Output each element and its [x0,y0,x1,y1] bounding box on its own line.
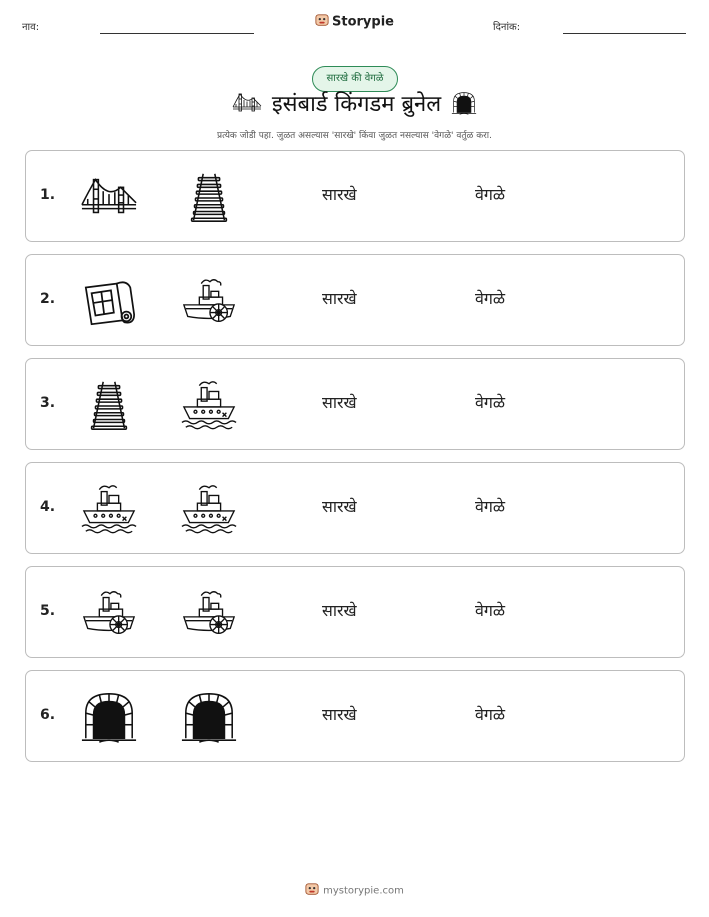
bridge-icon [80,169,138,225]
same-option[interactable]: सारखे [322,185,357,204]
date-line[interactable] [563,33,686,34]
tunnel-icon [80,689,138,745]
question-row [25,670,685,762]
brand-name: Storypie [332,14,394,30]
steamship-icon [180,377,238,433]
question-row [25,566,685,658]
steamship-icon [180,481,238,537]
paddle-steamer-icon [80,585,138,641]
instructions: प्रत्येक जोडी पहा. जुळत असल्यास 'सारखे' किंवा जुळत नसल्यास 'वेगळे' वर्तुळ करा. [216,131,492,141]
different-option[interactable]: वेगळे [475,393,506,412]
question-row [25,358,685,450]
same-option[interactable]: सारखे [322,497,357,516]
question-number: 4. [40,499,56,515]
paddle-steamer-icon [180,585,238,641]
storypie-logo-icon [305,882,319,899]
question-row [25,150,685,242]
different-option[interactable]: वेगळे [475,705,506,724]
name-line[interactable] [100,33,254,34]
paddle-steamer-icon [180,273,238,329]
storypie-logo-icon [315,13,329,31]
page-title: इसंबार्ड किंगडम ब्रुनेल [271,92,442,117]
bridge-icon [232,89,262,117]
brand [0,13,709,31]
tunnel-icon [451,89,477,117]
same-option[interactable]: सारखे [322,705,357,724]
different-option[interactable]: वेगळे [475,497,506,516]
page-title-area [0,88,709,118]
different-option[interactable]: वेगळे [475,185,506,204]
footer-url: mystorypie.com [323,885,404,897]
question-number: 1. [40,187,56,203]
question-number: 6. [40,707,56,723]
footer [0,882,709,899]
steamship-icon [80,481,138,537]
question-number: 3. [40,395,56,411]
same-option[interactable]: सारखे [322,393,357,412]
different-option[interactable]: वेगळे [475,601,506,620]
name-label: नाव: [22,22,40,33]
question-row [25,254,685,346]
date-label: दिनांक: [493,22,521,33]
question-number: 2. [40,291,56,307]
question-number: 5. [40,603,56,619]
same-option[interactable]: सारखे [322,289,357,308]
tunnel-icon [180,689,238,745]
same-option[interactable]: सारखे [322,601,357,620]
blueprint-scroll-icon [80,273,138,329]
railway-track-icon [180,169,238,225]
worksheet-type-badge: सारखे की वेगळे [312,66,398,92]
different-option[interactable]: वेगळे [475,289,506,308]
railway-track-icon [80,377,138,433]
question-row [25,462,685,554]
